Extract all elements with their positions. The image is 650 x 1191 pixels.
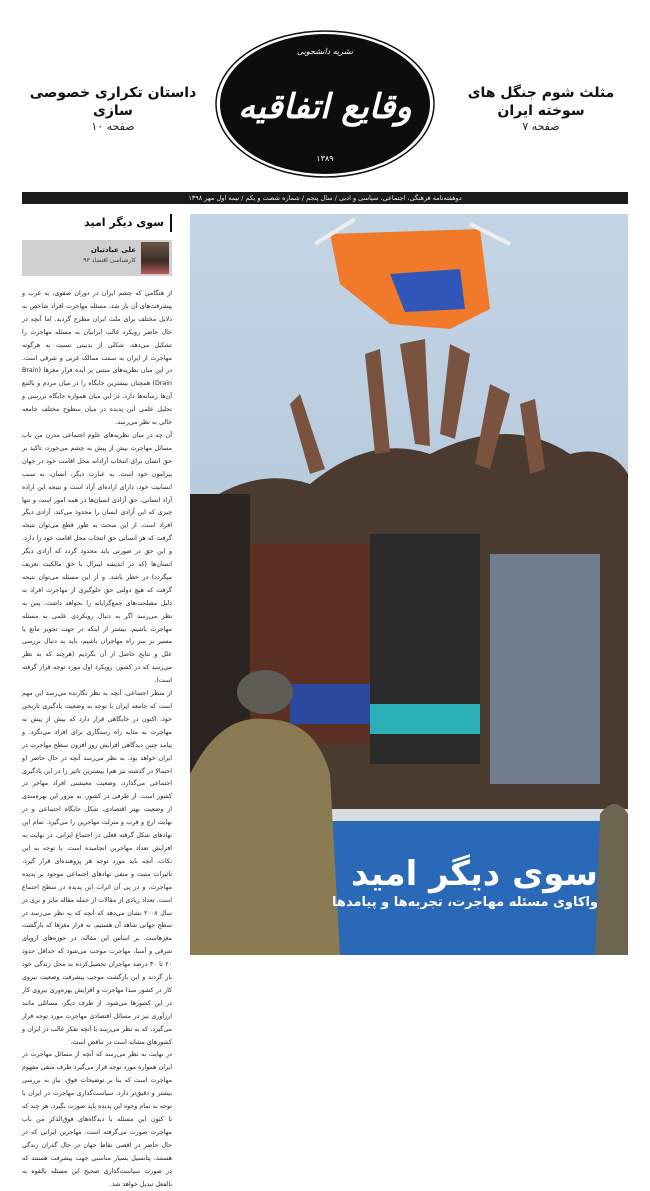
paragraph: آن چه در میان نظریه‌های علوم اجتماعی مدرن من باب مسائل مهاجرت بیش از پیش به چشم می‌خورد، تاکید بر حق انسان برای انتخاب آزادانه محل اقامت خود در جهان پیرامون خود است. به عبارت دیگر، انسان، به سبب انسانیت خود، دارای اراده‌ای آزاد است و نتیجه این اراده آزاد انسانی، حق آزادی انسان‌ها در همه امور است و تنها چیزی که این آزادی انسان را محدود می‌کند، آزادی دیگر افراد است. از این مبحث به طور قطع می‌توان نتیجه گرفت که هر انسانی حق انتخاب محل اقامت خود را دارد. و این حق در صورتی باید محدود گردد که آزادی دیگر انسان‌ها (که در اندیشه لیبرال با حق مالکیت تعریف میگردد) در خطر باشد. و از این مسئله می‌توان نتیجه گرفت که هیچ دولتی حق جلوگیری از مهاجرت افراد به دلیل مصلحت‌های جمع‌گرایانه را نخواهد داشت. پس به نظر می‌رسد اگر به دنبال رویکردی علمی به مسئله مهاجرت باشیم، بیشتر از اینکه در جهت تجویز مانع یا مسیر بر سر راه مهاجران باشیم، باید به دنبال بررسی علل و نتایج حاصل از آن بگردیم (هرچند که به نظر می‌رسد که در کشور، رویکرد اول مورد توجه قرار گرفته است).: [22, 431, 172, 685]
author-box: [22, 240, 172, 276]
cover-photo: [190, 214, 628, 955]
cover-headline: [332, 854, 598, 912]
teaser-forest-fires[interactable]: [456, 84, 626, 134]
masthead-logo: [215, 30, 435, 178]
paragraph: از منظر اجتماعی، آنچه به نظر نگارنده می‌رسد این مهم است که جامعه ایران با توجه به وضعیت یادگیری تاریخی خود، اکنون در جایگاهی قرار دارد که بیش از پیش به مهاجرت به مثابه راه رستگاری برای افراد می‌نگرد. و پیامد چنین دیدگاهی افزایش روز افزون سطح مهاجرت در ایران خواهد بود. به نظر می‌رسد آنچه در حال حاضر (و احتمالا در گذشته نیز هم) بیشترین تاثیر را در این یادگیری اجتماعی می‌گذارد، وضعیت معیشتی افراد مهاجر در کشور است. از طرفی در کشور، به مرور این بهره‌مندی از وضعیت بهتر اقتصادی، شکل جایگاه اجتماعی و در نهایت ارج و قرب و منزلت مهاجرین را می‌گیرد. تمام این نهادهای شکل گرفته فعلی در اجتماع ایرانی، در نهایت به افزایش تعداد مهاجرین انجامیده است. با توجه به این نکات، آنچه باید مورد توجه هر پژوهنده‌ای قرار گیرد، تاثیرات مثبت و منفی نهادهای اجتماعی موجود بر پدیده مهاجرت، و در پی آن اثرات این پدیده در سطح اجتماع است. تعداد زیادی از مقالات از جمله مقاله مایر و بری در سال ۲۰۰۸ نشان می‌دهد که آنچه که به نظر می‌رسد در سطح جهانی شاهد آن هستیم، نه فرار مغزها که بازگشت مغزهاست. بر اساس این مقاله، در حوزه‌های اروپای شرقی و آسیا، مهاجرت موجب می‌شود که حداقل حدود ۲۰ تا ۳۰ درصد مهاجران تحصیل‌کرده به محل زندگی خود باز گردند و این بازگشت موجب پیشرفت وضعیت نیروی کار در کشور مبدا مهاجرت و افزایش بهره‌وری نیروی کار در این کشورها می‌شود. از طرف دیگر، مسائلی مانند ارزآوری نیز در مسائل اقتصادی مهاجرت مورد توجه قرار می‌گیرد، که به نظر می‌رسد با آنچه تفکر غالب در ایران و کشورهای مشابه است در تناقض است.: [22, 690, 172, 1046]
masthead-name: وقایع اتفاقیه: [238, 87, 412, 127]
author-role: کارشناسی اقتصاد ۹۳: [83, 257, 136, 264]
headline-subtitle: واکاوی مسئله مهاجرت، تجربه‌ها و پیامدها: [332, 895, 598, 910]
author-name: علی عبادتیان: [90, 246, 136, 254]
headline-title: سوی دیگر امید: [351, 854, 598, 894]
article-body: [22, 288, 172, 1191]
article-column: [22, 214, 172, 1191]
teaser-title: داستان تکراری خصوصی سازی: [29, 85, 197, 119]
paragraph: از هنگامی که چشم ایران در دوران صفوی، به غرب و پیشرفت‌های آن باز شد، مسئله مهاجرت افراد شاخص به دلایل مختلف برای ملت ایران مطرح گردید. اما آنچه در حال حاضر رویکرد غالب ایرانیان به مسئله مهاجرت را تشکیل می‌دهد، شکلی از بدبینی نسبت به هرگونه مهاجرت از ایران به سمت ممالک غربی و شرقی است. در این میان نظریه‌های مبتنی بر ایده فرار مغزها (Brain Drain) همچنان بیشترین جایگاه را در میان مردم و بالتبع آن‌ها رسانه‌ها دارد. در این میان همواره جایگاه بررسی و تحلیل علمی این پدیده در میان سطوح مختلف جامعه خالی به نظر می‌رسد.: [22, 290, 172, 427]
masthead-year: ۱۳۸۹: [316, 154, 334, 163]
teaser-privatization[interactable]: [28, 84, 198, 134]
issue-info-bar: دوهفته‌نامه فرهنگی، اجتماعی، سیاسی و ادبی / سال پنجم / شماره شصت و یکم / نیمه اول مهر ۱۳۹۸: [22, 192, 628, 204]
teaser-page: صفحه ۱۰: [91, 120, 135, 133]
teaser-title: مثلث شوم جنگل های سوخته ایران: [467, 85, 615, 119]
avatar: [141, 242, 169, 274]
teaser-page: صفحه ۷: [522, 120, 560, 133]
article-title: سوی دیگر امید: [22, 214, 172, 232]
masthead-tagline: نشریه دانشجویی: [296, 47, 354, 56]
paragraph: در نهایت به نظر می‌رسد که آنچه از مسائل مهاجرت در ایران همواره مورد توجه قرار می‌گیرد طرف منفی مفهوم مهاجرت است که بنا بر توضیحات فوق، نیاز به بررسی بیشتر و دقیق‌تر دارد. سیاست‌گذاری مهاجرت در ایران با توجه به تمام وجوه این پدیده باید صورت بگیرد، هر چند که تا کنون این مسئله با دیدگاه‌های فوق‌الذکر من باب مهاجرت صورت می‌گرفته است. مهاجرین ایرانی که در حال حاضر در اقصی نقاط جهان در حال گذران زندگی هستند، پتانسیل بسیار مناسبی جهت پیشرفت هستند که در صورت سیاست‌گذاری صحیح این مسئله بالقوه به بالفعل تبدیل خواهد شد.: [22, 1051, 172, 1188]
cover-photo-illustration: [190, 214, 628, 955]
